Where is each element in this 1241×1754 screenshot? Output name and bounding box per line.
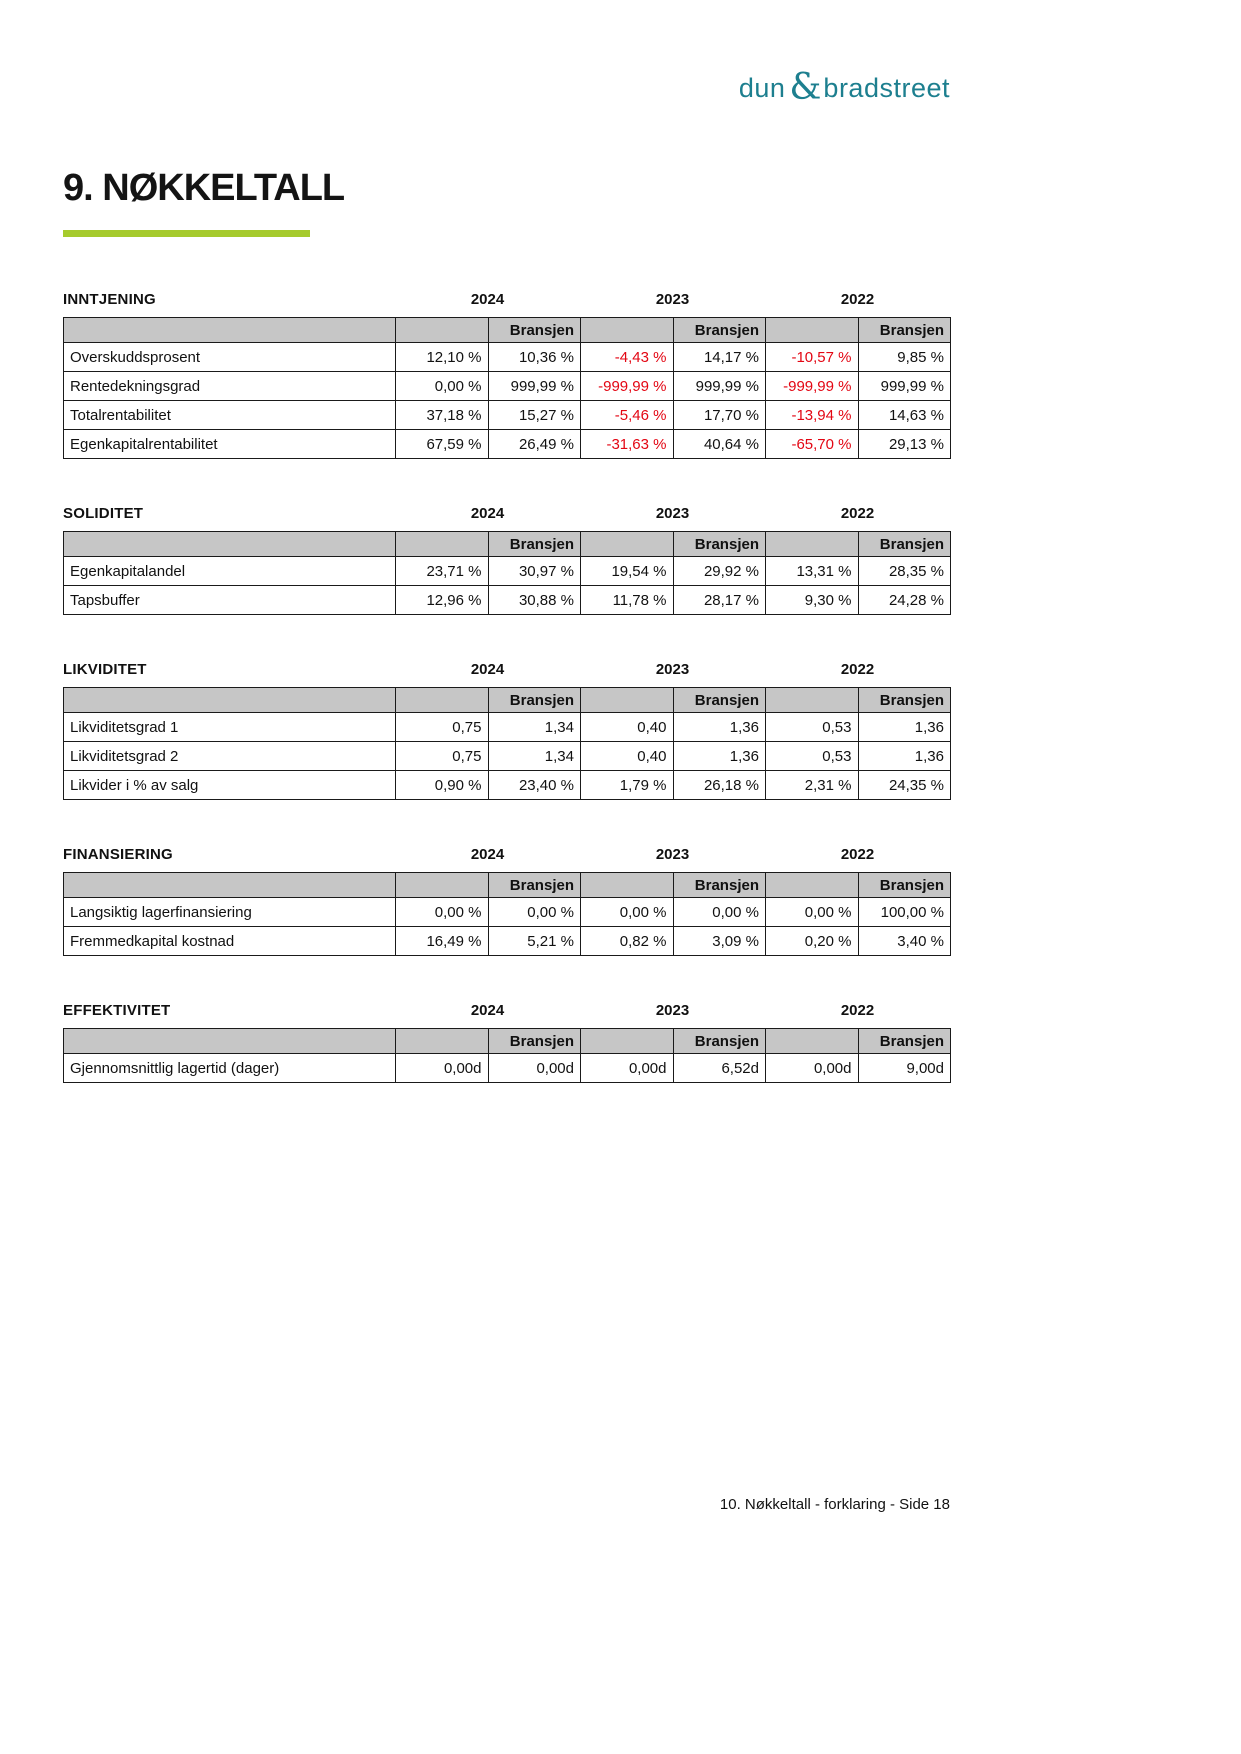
table-row bbox=[64, 372, 951, 401]
table-row bbox=[64, 430, 951, 459]
table-subheader-row bbox=[64, 532, 951, 557]
section-header-row bbox=[63, 661, 950, 683]
bransjen-header-cell: Bransjen bbox=[858, 873, 951, 898]
value-cell: 0,00d bbox=[396, 1054, 489, 1083]
value-cell: 0,00 % bbox=[396, 898, 489, 927]
section-header-row bbox=[63, 505, 950, 527]
value-cell: 0,00 % bbox=[673, 898, 766, 927]
empty-header-cell bbox=[396, 1029, 489, 1054]
value-cell: 19,54 % bbox=[581, 557, 674, 586]
value-cell: 0,00 % bbox=[396, 372, 489, 401]
key-figures-table bbox=[63, 531, 951, 615]
year-label-2022: 2022 bbox=[840, 291, 875, 308]
table-subheader-row bbox=[64, 1029, 951, 1054]
table-subheader-row bbox=[64, 318, 951, 343]
section-title: SOLIDITET bbox=[63, 505, 144, 522]
logo-word-bradstreet: bradstreet bbox=[823, 73, 950, 103]
row-label: Totalrentabilitet bbox=[64, 401, 396, 430]
year-label-2024: 2024 bbox=[470, 505, 505, 522]
row-label: Langsiktig lagerfinansiering bbox=[64, 898, 396, 927]
value-cell: -999,99 % bbox=[766, 372, 859, 401]
value-cell: 1,79 % bbox=[581, 771, 674, 800]
year-label-2024: 2024 bbox=[470, 291, 505, 308]
value-cell: 0,00 % bbox=[488, 898, 581, 927]
row-label: Tapsbuffer bbox=[64, 586, 396, 615]
value-cell: 0,82 % bbox=[581, 927, 674, 956]
table-row bbox=[64, 771, 951, 800]
empty-header-cell bbox=[581, 873, 674, 898]
value-cell: 1,34 bbox=[488, 713, 581, 742]
table-row bbox=[64, 1054, 951, 1083]
value-cell: 1,36 bbox=[858, 713, 951, 742]
value-cell: 16,49 % bbox=[396, 927, 489, 956]
empty-header-cell bbox=[64, 873, 396, 898]
value-cell: -10,57 % bbox=[766, 343, 859, 372]
logo-word-dun: dun bbox=[738, 73, 786, 103]
value-cell: -5,46 % bbox=[581, 401, 674, 430]
bransjen-header-cell: Bransjen bbox=[488, 688, 581, 713]
table-row bbox=[64, 742, 951, 771]
row-label: Fremmedkapital kostnad bbox=[64, 927, 396, 956]
section-title: LIKVIDITET bbox=[63, 661, 147, 678]
empty-header-cell bbox=[581, 532, 674, 557]
value-cell: 29,92 % bbox=[673, 557, 766, 586]
value-cell: 0,20 % bbox=[766, 927, 859, 956]
empty-header-cell bbox=[64, 318, 396, 343]
value-cell: 0,75 bbox=[396, 713, 489, 742]
value-cell: -31,63 % bbox=[581, 430, 674, 459]
section-title: FINANSIERING bbox=[63, 846, 173, 863]
bransjen-header-cell: Bransjen bbox=[488, 532, 581, 557]
table-row bbox=[64, 557, 951, 586]
value-cell: 1,36 bbox=[673, 742, 766, 771]
key-figures-table bbox=[63, 1028, 951, 1083]
row-label: Egenkapitalrentabilitet bbox=[64, 430, 396, 459]
value-cell: 12,10 % bbox=[396, 343, 489, 372]
value-cell: 0,40 bbox=[581, 742, 674, 771]
value-cell: 9,85 % bbox=[858, 343, 951, 372]
value-cell: 0,53 bbox=[766, 742, 859, 771]
value-cell: 26,18 % bbox=[673, 771, 766, 800]
value-cell: 26,49 % bbox=[488, 430, 581, 459]
section-finansiering bbox=[63, 846, 950, 956]
value-cell: 5,21 % bbox=[488, 927, 581, 956]
value-cell: 9,00d bbox=[858, 1054, 951, 1083]
value-cell: 999,99 % bbox=[858, 372, 951, 401]
table-subheader-row bbox=[64, 873, 951, 898]
table-row bbox=[64, 343, 951, 372]
bransjen-header-cell: Bransjen bbox=[488, 873, 581, 898]
bransjen-header-cell: Bransjen bbox=[673, 532, 766, 557]
bransjen-header-cell: Bransjen bbox=[673, 873, 766, 898]
bransjen-header-cell: Bransjen bbox=[488, 1029, 581, 1054]
bransjen-header-cell: Bransjen bbox=[858, 1029, 951, 1054]
empty-header-cell bbox=[581, 688, 674, 713]
value-cell: 30,97 % bbox=[488, 557, 581, 586]
value-cell: 0,00 % bbox=[766, 898, 859, 927]
year-label-2024: 2024 bbox=[470, 661, 505, 678]
table-row bbox=[64, 927, 951, 956]
table-row bbox=[64, 898, 951, 927]
value-cell: 0,00 % bbox=[581, 898, 674, 927]
empty-header-cell bbox=[581, 1029, 674, 1054]
value-cell: -65,70 % bbox=[766, 430, 859, 459]
row-label: Rentedekningsgrad bbox=[64, 372, 396, 401]
value-cell: 14,63 % bbox=[858, 401, 951, 430]
value-cell: 0,53 bbox=[766, 713, 859, 742]
value-cell: 0,75 bbox=[396, 742, 489, 771]
value-cell: 999,99 % bbox=[488, 372, 581, 401]
bransjen-header-cell: Bransjen bbox=[488, 318, 581, 343]
value-cell: 14,17 % bbox=[673, 343, 766, 372]
empty-header-cell bbox=[581, 318, 674, 343]
value-cell: 13,31 % bbox=[766, 557, 859, 586]
key-figures-sections bbox=[63, 291, 950, 1083]
value-cell: 1,36 bbox=[858, 742, 951, 771]
section-effektivitet bbox=[63, 1002, 950, 1083]
empty-header-cell bbox=[64, 1029, 396, 1054]
year-label-2023: 2023 bbox=[655, 505, 690, 522]
section-title: INNTJENING bbox=[63, 291, 156, 308]
year-label-2023: 2023 bbox=[655, 291, 690, 308]
logo-ampersand-icon: & bbox=[789, 67, 822, 108]
row-label: Gjennomsnittlig lagertid (dager) bbox=[64, 1054, 396, 1083]
row-label: Likvider i % av salg bbox=[64, 771, 396, 800]
empty-header-cell bbox=[766, 688, 859, 713]
bransjen-header-cell: Bransjen bbox=[858, 688, 951, 713]
section-title: EFFEKTIVITET bbox=[63, 1002, 171, 1019]
year-label-2023: 2023 bbox=[655, 661, 690, 678]
empty-header-cell bbox=[396, 688, 489, 713]
value-cell: 3,40 % bbox=[858, 927, 951, 956]
table-row bbox=[64, 586, 951, 615]
value-cell: 10,36 % bbox=[488, 343, 581, 372]
empty-header-cell bbox=[766, 873, 859, 898]
year-label-2022: 2022 bbox=[840, 661, 875, 678]
row-label: Likviditetsgrad 2 bbox=[64, 742, 396, 771]
key-figures-table bbox=[63, 687, 951, 800]
value-cell: 0,00d bbox=[766, 1054, 859, 1083]
row-label: Egenkapitalandel bbox=[64, 557, 396, 586]
year-label-2024: 2024 bbox=[470, 846, 505, 863]
row-label: Overskuddsprosent bbox=[64, 343, 396, 372]
year-label-2022: 2022 bbox=[840, 505, 875, 522]
value-cell: 37,18 % bbox=[396, 401, 489, 430]
page-content bbox=[63, 0, 950, 1129]
empty-header-cell bbox=[396, 873, 489, 898]
value-cell: 24,28 % bbox=[858, 586, 951, 615]
value-cell: 2,31 % bbox=[766, 771, 859, 800]
value-cell: 28,17 % bbox=[673, 586, 766, 615]
bransjen-header-cell: Bransjen bbox=[858, 532, 951, 557]
value-cell: -13,94 % bbox=[766, 401, 859, 430]
value-cell: 11,78 % bbox=[581, 586, 674, 615]
table-subheader-row bbox=[64, 688, 951, 713]
section-inntjening bbox=[63, 291, 950, 459]
value-cell: 28,35 % bbox=[858, 557, 951, 586]
key-figures-table bbox=[63, 872, 951, 956]
section-header-row bbox=[63, 846, 950, 868]
value-cell: 1,36 bbox=[673, 713, 766, 742]
value-cell: 67,59 % bbox=[396, 430, 489, 459]
value-cell: 6,52d bbox=[673, 1054, 766, 1083]
section-likviditet bbox=[63, 661, 950, 800]
bransjen-header-cell: Bransjen bbox=[858, 318, 951, 343]
empty-header-cell bbox=[766, 532, 859, 557]
year-label-2022: 2022 bbox=[840, 846, 875, 863]
year-label-2023: 2023 bbox=[655, 1002, 690, 1019]
value-cell: 17,70 % bbox=[673, 401, 766, 430]
value-cell: 0,90 % bbox=[396, 771, 489, 800]
value-cell: 24,35 % bbox=[858, 771, 951, 800]
value-cell: 100,00 % bbox=[858, 898, 951, 927]
value-cell: 1,34 bbox=[488, 742, 581, 771]
value-cell: 999,99 % bbox=[673, 372, 766, 401]
section-header-row bbox=[63, 1002, 950, 1024]
empty-header-cell bbox=[766, 1029, 859, 1054]
empty-header-cell bbox=[396, 318, 489, 343]
empty-header-cell bbox=[396, 532, 489, 557]
table-row bbox=[64, 401, 951, 430]
key-figures-table bbox=[63, 317, 951, 459]
empty-header-cell bbox=[64, 688, 396, 713]
value-cell: 23,40 % bbox=[488, 771, 581, 800]
bransjen-header-cell: Bransjen bbox=[673, 318, 766, 343]
page-title: 9. NØKKELTALL bbox=[63, 167, 345, 209]
table-row bbox=[64, 713, 951, 742]
year-label-2024: 2024 bbox=[470, 1002, 505, 1019]
value-cell: 30,88 % bbox=[488, 586, 581, 615]
row-label: Likviditetsgrad 1 bbox=[64, 713, 396, 742]
bransjen-header-cell: Bransjen bbox=[673, 1029, 766, 1054]
section-header-row bbox=[63, 291, 950, 313]
value-cell: 0,00d bbox=[488, 1054, 581, 1083]
value-cell: 40,64 % bbox=[673, 430, 766, 459]
value-cell: 23,71 % bbox=[396, 557, 489, 586]
bransjen-header-cell: Bransjen bbox=[673, 688, 766, 713]
value-cell: -999,99 % bbox=[581, 372, 674, 401]
value-cell: 9,30 % bbox=[766, 586, 859, 615]
empty-header-cell bbox=[64, 532, 396, 557]
value-cell: 3,09 % bbox=[673, 927, 766, 956]
section-soliditet bbox=[63, 505, 950, 615]
value-cell: -4,43 % bbox=[581, 343, 674, 372]
year-label-2023: 2023 bbox=[655, 846, 690, 863]
value-cell: 0,00d bbox=[581, 1054, 674, 1083]
year-label-2022: 2022 bbox=[840, 1002, 875, 1019]
value-cell: 0,40 bbox=[581, 713, 674, 742]
value-cell: 29,13 % bbox=[858, 430, 951, 459]
title-accent-bar bbox=[63, 230, 310, 237]
value-cell: 12,96 % bbox=[396, 586, 489, 615]
page-footer: 10. Nøkkeltall - forklaring - Side 18 bbox=[719, 1496, 950, 1513]
value-cell: 15,27 % bbox=[488, 401, 581, 430]
dun-and-bradstreet-logo bbox=[63, 67, 950, 111]
empty-header-cell bbox=[766, 318, 859, 343]
